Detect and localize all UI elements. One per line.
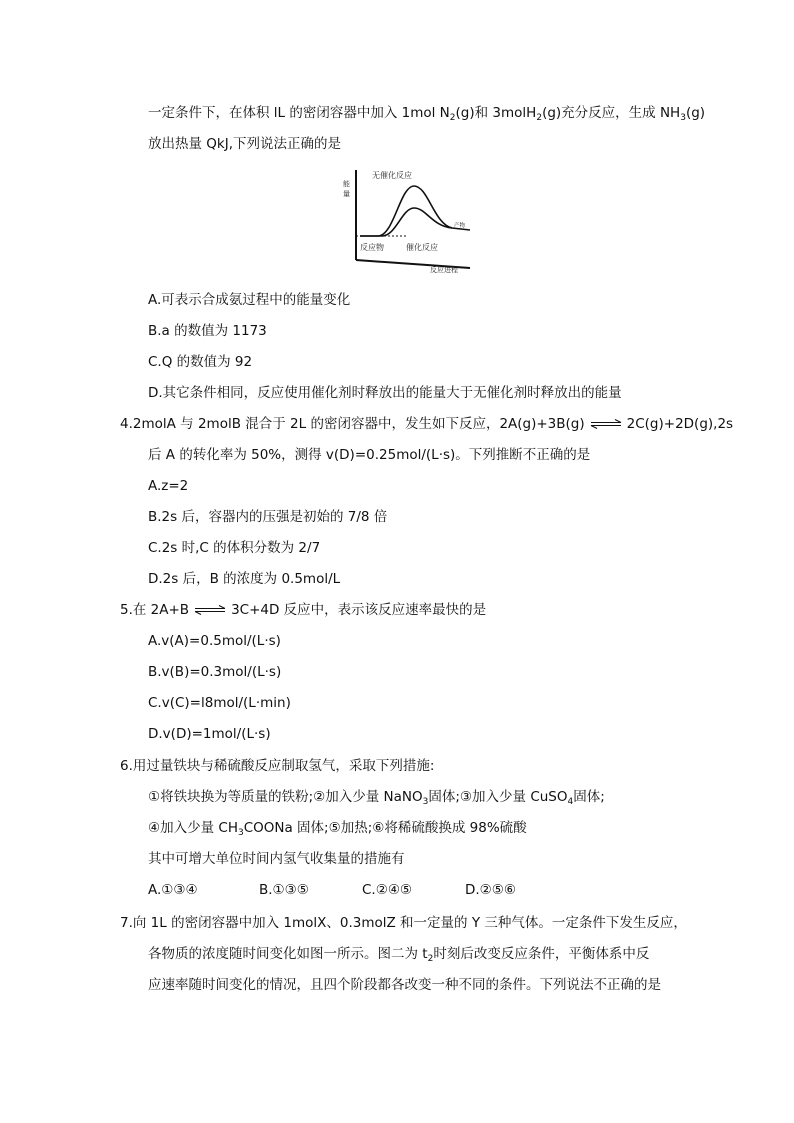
q5-stem xyxy=(120,601,486,619)
q5-option-d: D.v(D)=1mol/(L·s) xyxy=(148,726,271,742)
q4-option-c: C.2s 时,C 的体积分数为 2/7 xyxy=(148,540,321,556)
x-axis-label: 反应进程 xyxy=(430,266,458,274)
q6-option-b: B.①③⑤ xyxy=(259,882,309,898)
text: 各物质的浓度随时间变化如图一所示。图二为 t xyxy=(148,946,428,962)
text: (g)充分反应，生成 NH xyxy=(542,105,681,121)
text: (g)和 3molH xyxy=(455,105,537,121)
equilibrium-arrow-icon xyxy=(589,419,623,429)
q6-measures-line2 xyxy=(148,819,527,842)
q4-stem-line1 xyxy=(120,415,733,433)
text: ①将铁块换为等质量的铁粉;②加入少量 NaNO xyxy=(148,789,423,805)
q7-line2 xyxy=(148,945,649,968)
subscript: 4 xyxy=(567,797,574,807)
label-uncatalyzed: 无催化反应 xyxy=(372,171,412,180)
q3-stem-line1 xyxy=(148,104,705,127)
energy-diagram xyxy=(342,164,476,274)
q6-option-d: D.②⑤⑥ xyxy=(465,882,516,898)
q6-option-a: A.①③④ xyxy=(148,882,198,898)
text: 时刻后改变反应条件，平衡体系中反 xyxy=(433,946,650,962)
subscript: 3 xyxy=(237,828,244,838)
q3-option-d: D.其它条件相同，反应使用催化剂时释放出的能量大于无催化剂时释放出的能量 xyxy=(148,385,622,401)
q3-option-c: C.Q 的数值为 92 xyxy=(148,354,253,370)
q7-line3: 应速率随时间变化的情况，且四个阶段都各改变一种不同的条件。下列说法不正确的是 xyxy=(148,977,661,993)
text: ④加入少量 CH xyxy=(148,820,238,836)
text: COONa 固体;⑤加热;⑥将稀硫酸换成 98%硫酸 xyxy=(243,820,527,836)
q5-option-a: A.v(A)=0.5mol/(L·s) xyxy=(148,633,281,649)
text: 3C+4D 反应中，表示该反应速率最快的是 xyxy=(231,602,487,618)
q5-option-b: B.v(B)=0.3mol/(L·s) xyxy=(148,664,282,680)
q3-option-a: A.可表示合成氨过程中的能量变化 xyxy=(148,292,351,308)
subscript: 3 xyxy=(680,113,686,123)
equilibrium-arrow-icon xyxy=(193,605,227,615)
q4-option-d: D.2s 后，B 的浓度为 0.5mol/L xyxy=(148,571,341,587)
q3-option-b: B.a 的数值为 1173 xyxy=(148,323,267,339)
text: 5.在 2A+B xyxy=(120,602,190,618)
q4-option-b: B.2s 后，容器内的压强是初始的 7/8 倍 xyxy=(148,509,388,525)
text: 2C(g)+2D(g),2s xyxy=(626,416,734,432)
text: 固体;③加入少量 CuSO xyxy=(428,789,568,805)
subscript: 2 xyxy=(536,113,543,123)
text: 固体; xyxy=(573,789,605,805)
q6-measures-line1 xyxy=(148,788,605,811)
q6-options xyxy=(148,881,516,899)
q6-stem: 6.用过量铁块与稀硫酸反应制取氢气，采取下列措施: xyxy=(120,758,435,774)
subscript: 2 xyxy=(449,113,456,123)
label-reactant: 反应物 xyxy=(360,243,384,252)
catalyzed-curve xyxy=(360,208,452,236)
label-catalyzed: 催化反应 xyxy=(406,243,438,252)
label-product: 产物 xyxy=(454,223,466,229)
q5-option-c: C.v(C)=l8mol/(L·min) xyxy=(148,695,291,711)
q7-line1: 7.向 1L 的密闭容器中加入 1molX、0.3molZ 和一定量的 Y 三种气体。一定条件下发生反应， xyxy=(120,915,687,931)
q4-stem-line2: 后 A 的转化率为 50%，测得 v(D)=0.25mol/(L·s)。下列推断不正确的是 xyxy=(148,447,591,463)
q6-prompt: 其中可增大单位时间内氢气收集量的措施有 xyxy=(148,851,405,867)
subscript: 3 xyxy=(422,797,429,807)
q3-stem-line2: 放出热量 QkJ,下列说法正确的是 xyxy=(148,136,342,152)
text: (g) xyxy=(685,105,706,121)
q6-option-c: C.②④⑤ xyxy=(362,882,413,898)
y-axis-label: 能量 xyxy=(343,180,350,198)
text: 一定条件下，在体积 lL 的密闭容器中加入 1mol N xyxy=(148,105,450,121)
text: 4.2molA 与 2molB 混合于 2L 的密闭容器中，发生如下反应，2A(g)+3B(g) xyxy=(120,416,585,432)
subscript: 2 xyxy=(427,954,434,964)
q4-option-a: A.z=2 xyxy=(148,478,189,494)
